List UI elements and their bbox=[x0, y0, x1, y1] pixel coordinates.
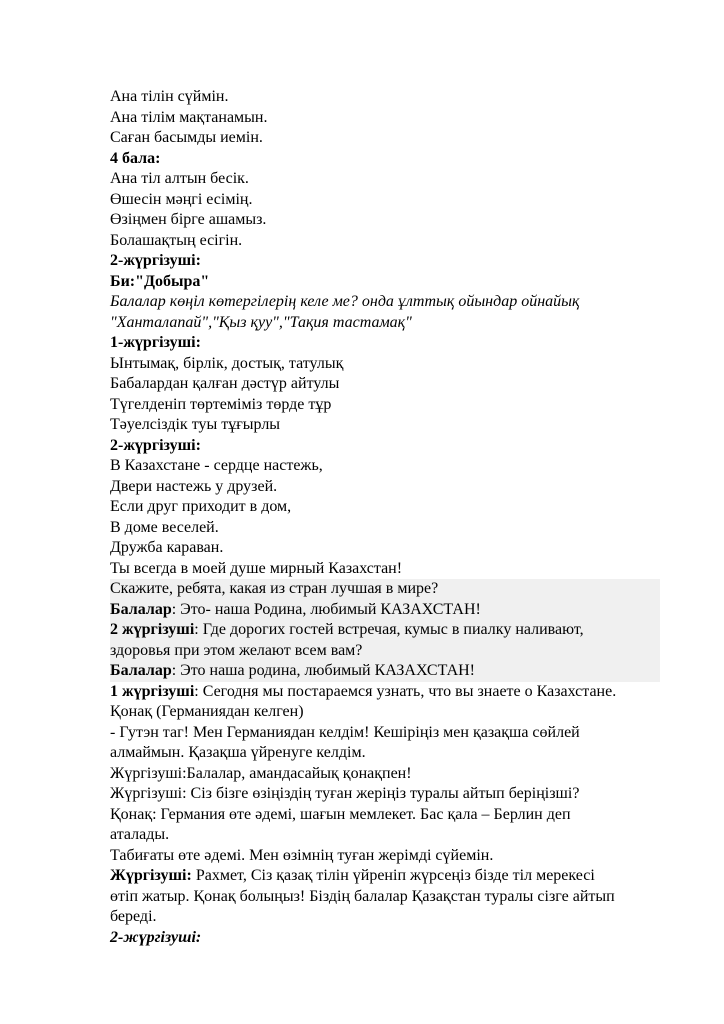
text-line: Жүргізуші: Сіз бізге өзіңіздің туған жеріңіз туралы айтып беріңізші? bbox=[110, 785, 580, 802]
text-line: Ана тіл алтын бесік. bbox=[110, 170, 249, 187]
text-line: береді. bbox=[110, 908, 157, 925]
speaker-heading: 2-жүргізуші: bbox=[110, 252, 201, 269]
text-line: Скажите, ребята, какая из стран лучшая в мире? bbox=[110, 579, 660, 600]
speaker-label: 2 жүргізуші bbox=[110, 621, 195, 638]
text-line: Двери настежь у друзей. bbox=[110, 477, 278, 495]
text-line: Болашақтың есігін. bbox=[110, 231, 243, 249]
text-line: Қонақ (Германиядан келген) bbox=[110, 703, 304, 720]
text-line: алмаймын. Қазақша үйренуге келдім. bbox=[110, 744, 366, 761]
text-line: Өшесін мәңгі есімің. bbox=[110, 190, 253, 208]
text-line: Қонақ: Германия өте әдемі, шағын мемлекет. Бас қала – Берлин деп bbox=[110, 805, 571, 823]
speaker-heading: 2-жүргізуші: bbox=[110, 928, 202, 946]
italic-note: Балалар көңіл көтергілерің келе ме? онда ұлттық ойындар ойнайық bbox=[110, 293, 580, 310]
text-line: Дружба караван. bbox=[110, 539, 224, 556]
speaker-label: 1 жүргізуші bbox=[110, 682, 195, 700]
text-line: аталады. bbox=[110, 826, 170, 843]
speaker-heading: 4 бала: bbox=[110, 149, 161, 167]
text-line: Саған басымды иемін. bbox=[110, 129, 263, 146]
italic-note: "Ханталапай","Қыз қуу","Тақия тастамақ" bbox=[110, 313, 412, 331]
dialogue-line bbox=[110, 620, 660, 641]
text-line: Жүргізуші:Балалар, амандасайық қонақпен! bbox=[110, 764, 412, 782]
text-line: Өзіңмен бірге ашамыз. bbox=[110, 211, 267, 228]
dialogue-text: : Это наша родина, любимый КАЗАХСТАН! bbox=[171, 662, 476, 679]
dialogue-text: : Это- наша Родина, любимый КАЗАХСТАН! bbox=[171, 600, 481, 618]
text-line: Табиғаты өте әдемі. Мен өзімнің туған жерімді сүйемін. bbox=[110, 846, 494, 864]
dialogue-line bbox=[110, 600, 660, 621]
text-line: Ынтымақ, бірлік, достық, татулық bbox=[110, 354, 344, 372]
speaker-label: Балалар bbox=[110, 662, 172, 679]
text-line: Түгелденіп төртеміміз төрде тұр bbox=[110, 395, 332, 413]
text-line: В Казахстане - сердце настежь, bbox=[110, 457, 323, 474]
dialogue-line bbox=[110, 682, 670, 703]
text-line: Бабалардан қалған дәстүр айтулы bbox=[110, 375, 340, 392]
text-line: Ты всегда в моей душе мирный Казахстан! bbox=[110, 559, 403, 577]
text-line: здоровья при этом желают всем вам? bbox=[110, 641, 660, 662]
dialogue-line bbox=[110, 866, 670, 887]
dialogue-text: : Сегодня мы постараемся узнать, что вы знаете о Казахстане. bbox=[194, 682, 617, 700]
dialogue-text: Рахмет, Сіз қазақ тілін үйреніп жүрсеңіз бізде тіл мерекесі bbox=[191, 867, 595, 884]
speaker-label: Жүргізуші: bbox=[110, 867, 192, 884]
text-line: В доме веселей. bbox=[110, 518, 219, 536]
text-line: Тәуелсіздік туы тұғырлы bbox=[110, 416, 281, 433]
dialogue-line bbox=[110, 661, 660, 682]
speaker-label: Балалар bbox=[110, 600, 172, 618]
dialogue-text: : Где дорогих гостей встречая, кумыс в пиалку наливают, bbox=[194, 621, 584, 638]
text-line: - Гутэн таг! Мен Германиядан келдім! Кешіріңіз мен қазақша сөйлей bbox=[110, 723, 580, 741]
speaker-heading: 2-жүргізуші: bbox=[110, 436, 201, 454]
document-text bbox=[110, 87, 670, 948]
text-line: өтіп жатыр. Қонақ болыңыз! Біздің балалар Қазақстан туралы сізге айтып bbox=[110, 887, 615, 905]
dance-heading: Би:"Добыра" bbox=[110, 272, 210, 290]
speaker-heading: 1-жүргізуші: bbox=[110, 334, 201, 351]
text-line: Если друг приходит в дом, bbox=[110, 498, 292, 515]
text-line: Ана тілім мақтанамын. bbox=[110, 108, 268, 126]
text-line: Ана тілін сүймін. bbox=[110, 88, 229, 105]
